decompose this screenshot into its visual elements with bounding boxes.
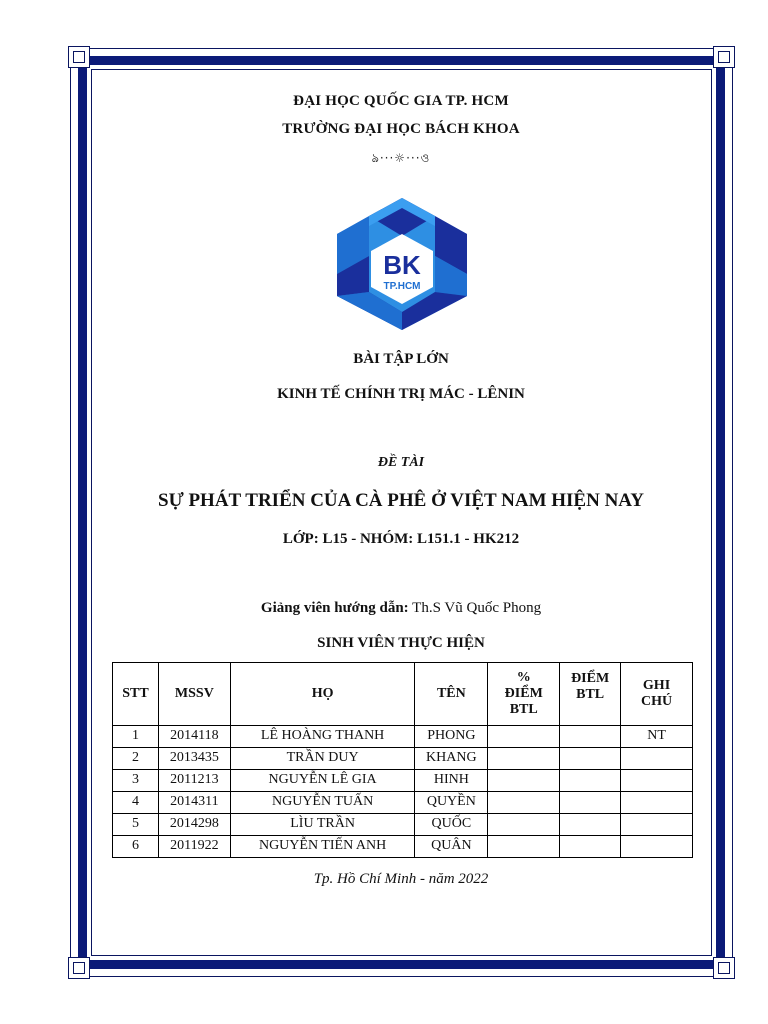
advisor-line [100, 600, 702, 617]
corner-ornament-bottom-left [68, 957, 90, 979]
header-score-line1: ĐIỂM [571, 671, 610, 686]
header-percent-line3: BTL [509, 702, 538, 718]
table-row [113, 726, 693, 748]
cell-pct [488, 792, 560, 814]
table-row [113, 748, 693, 770]
cell-ten: QUỐC [415, 814, 488, 836]
cell-mssv: 2014118 [158, 726, 230, 748]
cell-ho: NGUYỄN LÊ GIA [230, 770, 415, 792]
header-stt: STT [113, 663, 159, 726]
header-score-line2: BTL [576, 687, 605, 703]
cell-pct [488, 748, 560, 770]
cell-ghichu [621, 836, 693, 858]
header-ho: HỌ [230, 663, 415, 726]
cell-mssv: 2014298 [158, 814, 230, 836]
cell-ten: QUYỀN [415, 792, 488, 814]
class-info: LỚP: L15 - NHÓM: L151.1 - HK212 [282, 531, 520, 547]
cell-mssv: 2013435 [158, 748, 230, 770]
header-note-line2: CHÚ [640, 694, 673, 709]
cell-ho: NGUYỄN TIẾN ANH [230, 836, 415, 858]
cell-ho: NGUYỄN TUẤN [230, 792, 415, 814]
header-ten: TÊN [415, 663, 488, 726]
cell-mssv: 2011213 [158, 770, 230, 792]
school-name: TRƯỜNG ĐẠI HỌC BÁCH KHOA [282, 121, 520, 137]
cell-stt: 5 [113, 814, 159, 836]
cell-mssv: 2014311 [158, 792, 230, 814]
corner-ornament-top-left [68, 46, 90, 68]
students-table [112, 662, 693, 858]
cell-diem [560, 836, 621, 858]
corner-ornament-bottom-right [713, 957, 735, 979]
place-and-year: Tp. Hồ Chí Minh - năm 2022 [313, 871, 489, 887]
topic-label: ĐỀ TÀI [377, 455, 425, 470]
table-row [113, 836, 693, 858]
cell-stt: 1 [113, 726, 159, 748]
advisor-label: Giảng viên hướng dẫn: [260, 600, 409, 616]
ornamental-divider: ঌ···☼···ও [371, 151, 431, 165]
cell-ghichu [621, 792, 693, 814]
bk-university-logo [331, 196, 473, 332]
table-row [113, 814, 693, 836]
logo-text-sub: TP.HCM [383, 281, 421, 292]
header-percent-score [488, 663, 560, 726]
cell-ho: TRẦN DUY [230, 748, 415, 770]
logo-text-main: BK [383, 250, 421, 280]
cell-diem [560, 726, 621, 748]
cell-pct [488, 726, 560, 748]
cell-diem [560, 814, 621, 836]
students-heading: SINH VIÊN THỰC HIỆN [317, 635, 485, 651]
cell-ten: QUÂN [415, 836, 488, 858]
cell-pct [488, 814, 560, 836]
header-mssv: MSSV [158, 663, 230, 726]
cell-mssv: 2011922 [158, 836, 230, 858]
cell-ho: LÌU TRẦN [230, 814, 415, 836]
cell-pct [488, 770, 560, 792]
assignment-type: BÀI TẬP LỚN [353, 351, 449, 367]
cell-stt: 3 [113, 770, 159, 792]
cell-stt: 2 [113, 748, 159, 770]
cell-diem [560, 792, 621, 814]
header-note [621, 663, 693, 726]
header-score [560, 663, 621, 726]
cell-pct [488, 836, 560, 858]
cell-ten: HINH [415, 770, 488, 792]
advisor-name: Th.S Vũ Quốc Phong [412, 600, 542, 616]
corner-ornament-top-right [713, 46, 735, 68]
cell-ghichu [621, 814, 693, 836]
header-percent-line1: % [516, 669, 531, 685]
header-note-line1: GHI [642, 677, 671, 693]
cell-ghichu [621, 770, 693, 792]
cell-ho: LÊ HOÀNG THANH [230, 726, 415, 748]
topic-title: SỰ PHÁT TRIỂN CỦA CÀ PHÊ Ở VIỆT NAM HIỆN NAY [158, 490, 644, 511]
cell-ghichu: NT [621, 726, 693, 748]
course-name: KINH TẾ CHÍNH TRỊ MÁC - LÊNIN [277, 386, 525, 402]
university-name: ĐẠI HỌC QUỐC GIA TP. HCM [293, 93, 509, 109]
table-row [113, 770, 693, 792]
cell-ghichu [621, 748, 693, 770]
table-header-row [113, 663, 693, 726]
header-percent-line2: ĐIỂM [504, 685, 543, 701]
cell-diem [560, 748, 621, 770]
cell-ten: PHONG [415, 726, 488, 748]
cell-ten: KHANG [415, 748, 488, 770]
table-row [113, 792, 693, 814]
cell-diem [560, 770, 621, 792]
cell-stt: 6 [113, 836, 159, 858]
cell-stt: 4 [113, 792, 159, 814]
